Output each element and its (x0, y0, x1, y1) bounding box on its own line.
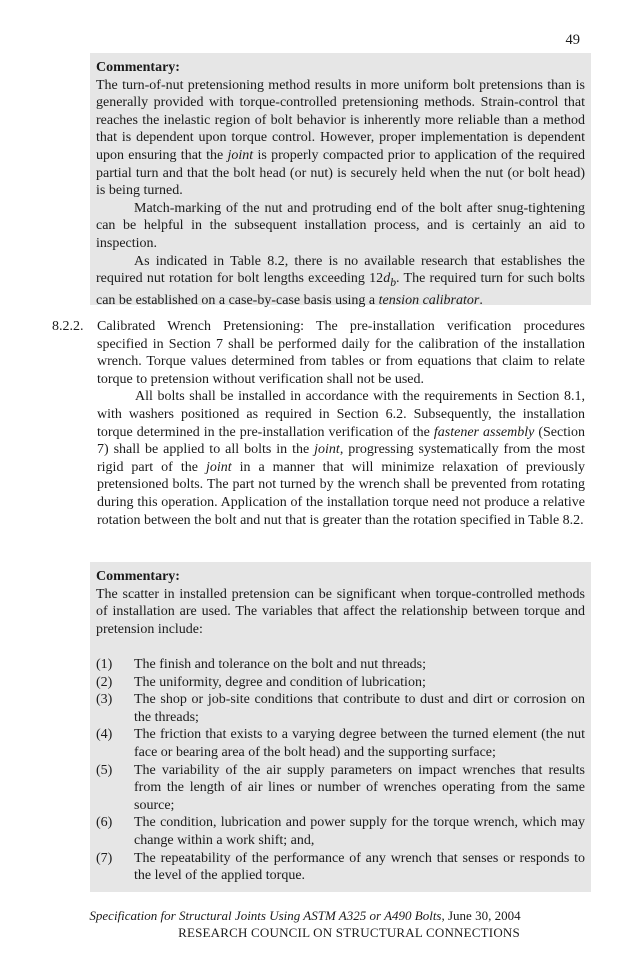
footer-organization: RESEARCH COUNCIL ON STRUCTURAL CONNECTIONS (178, 925, 520, 940)
list-item (96, 762, 585, 815)
page-footer (0, 907, 638, 941)
list-item-number: (3) (96, 692, 113, 708)
list-item (96, 656, 585, 674)
section-paragraph (97, 388, 585, 529)
commentary-paragraph: Match-marking of the nut and protruding end of the bolt after snug-tightening can be helpful in the subsequent installation process, and is certainly an aid to inspection. (96, 200, 585, 251)
commentary-box (90, 562, 591, 892)
footer-title-italic: Specification for Structural Joints Using ASTM A325 or A490 Bolts (89, 908, 442, 923)
section-number: 8.2.2. (52, 319, 84, 334)
list-item-number: (4) (96, 727, 113, 743)
list-item (96, 850, 585, 885)
italic-term: joint (314, 442, 340, 458)
commentary-box (90, 53, 591, 308)
text-run: (Section 7) shall be applied to all bolts in the (97, 424, 585, 458)
list-item-number: (6) (96, 815, 113, 831)
italic-term: joint (227, 147, 254, 163)
footer-title (0, 907, 638, 924)
list-item (96, 814, 585, 849)
footer-date: , June 30, 2004 (441, 908, 521, 923)
list-item-number: (5) (96, 762, 113, 778)
list-item-number: (1) (96, 656, 113, 672)
page-number: 49 (565, 32, 580, 48)
list-item-text: The repeatability of the performance of any wrench that senses or responds to the level of the applied torque. (134, 850, 585, 884)
italic-term: joint (205, 459, 232, 475)
text-run: in a manner that will minimize relaxation of previously pretensioned bolts. The part not turned by the wrench shall be prevented from rotating during this operation. Application of the installation torque need not produce a relative rotation between the bolt and nut that is greater than the rotation specified in Table 8.2. (97, 459, 585, 528)
commentary-paragraph (96, 253, 585, 310)
text-run: . (479, 292, 483, 308)
list-item-text: The shop or job-site conditions that contribute to dust and dirt or corrosion on the threads; (134, 692, 585, 725)
section-paragraph: Calibrated Wrench Pretensioning: The pre-installation verification procedures specified in Section 7 shall be performed daily for the calibration of the installation wrench. Torque values determined from tables or from equations that claim to relate torque to pretension without verification shall not be used. (97, 319, 585, 387)
list-item (96, 674, 585, 692)
list-item-text: The condition, lubrication and power supply for the torque wrench, which may change within a work shift; and, (134, 815, 585, 848)
list-item (96, 726, 585, 761)
commentary-heading: Commentary: (96, 569, 180, 584)
list-item-text: The uniformity, degree and condition of lubrication; (134, 674, 426, 690)
text-run: , progressing systematically from the most rigid part of the (97, 442, 585, 475)
list-item-number: (7) (96, 850, 113, 866)
list-item-text: The friction that exists to a varying degree between the turned element (the nut face or bearing area of the bolt head) and the supporting surface; (134, 727, 585, 760)
math-variable: d (383, 271, 391, 287)
list-item-number: (2) (96, 674, 113, 690)
text-run: . The required turn for such bolts can be established on a case-by-case basis using a (96, 271, 585, 308)
commentary-paragraph: The scatter in installed pretension can be significant when torque-controlled methods of installation are used. The variables that affect the relationship between torque and pretension include: (96, 586, 585, 637)
italic-term: fastener assembly (433, 424, 535, 440)
math-subscript: b (390, 275, 397, 289)
text-run: All bolts shall be installed in accordance with the requirements in Section 8.1, with washers positioned as required in Section 6.2. Subsequently, the installation torque determined in the pre-installation verification of the (97, 389, 585, 440)
section-body (97, 318, 585, 529)
commentary-heading: Commentary: (96, 60, 180, 75)
text-run: is properly compacted prior to application of the required partial turn and that the bolt head (or nut) is securely held when the nut (or bolt head) is being turned. (96, 147, 585, 199)
commentary-paragraph (96, 77, 585, 200)
list-item (96, 691, 585, 726)
text-run: The turn-of-nut pretensioning method results in more uniform bolt pretensions than is generally provided with torque-controlled pretensioning methods. Strain-control that reaches the inelastic region of bolt behavior is inherently more reliable than a method that is dependent upon torque control. However, proper implementation is dependent upon ensuring that the (96, 77, 585, 163)
section-8-2-2 (52, 318, 585, 529)
list-item-text: The variability of the air supply parameters on impact wrenches that results from the length of air lines or number of wrenches operating from the same source; (134, 762, 585, 813)
text-run: As indicated in Table 8.2, there is no available research that establishes the required nut rotation for bolt lengths exceeding 12 (96, 253, 585, 287)
variables-list (96, 656, 585, 885)
list-item-text: The finish and tolerance on the bolt and nut threads; (134, 656, 426, 672)
italic-term: tension calibrator (378, 292, 480, 308)
